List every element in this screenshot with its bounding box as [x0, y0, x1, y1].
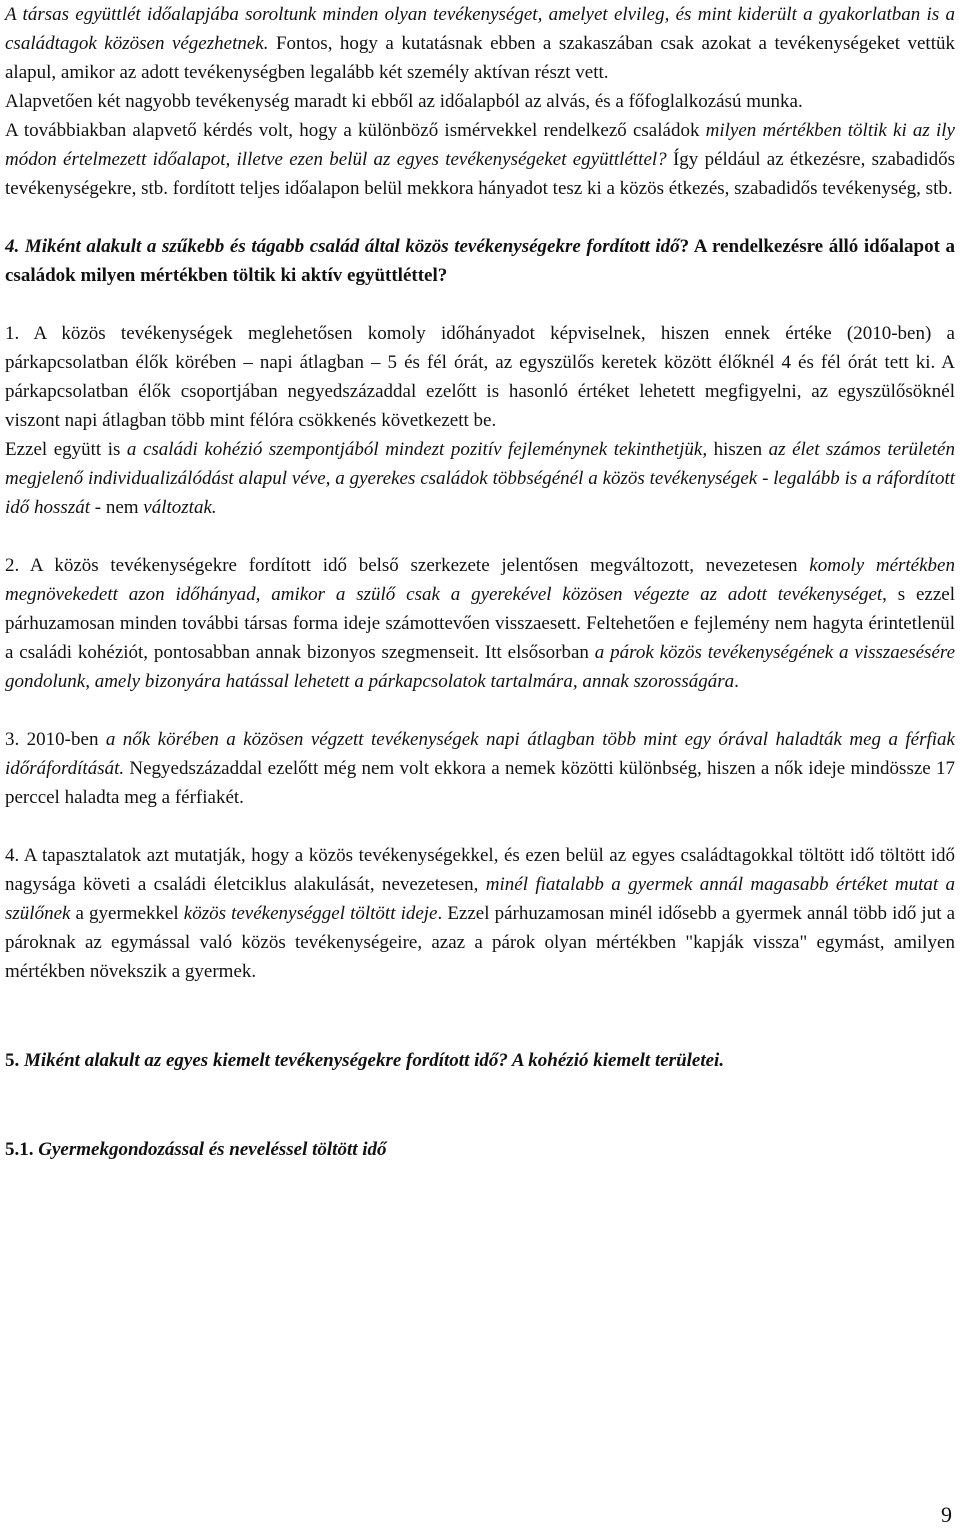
page-number: 9 — [941, 1502, 952, 1527]
heading-5-title: Miként alakult az egyes kiemelt tevékenységekre fordított idő? A kohézió kiemelt területei. — [24, 1050, 725, 1071]
question-text-a: A továbbiakban alapvető kérdés volt, hogy a különböző ismérvekkel rendelkező családok — [5, 120, 706, 141]
point-1b-b: a családi kohézió szempontjából mindezt pozitív fejleménynek tekinthetjük, — [126, 439, 708, 460]
heading-5-1-number: 5.1. — [5, 1139, 39, 1160]
point-4-a: 4. A tapasztalatok azt mutatják, hogy a közös tevékenységekkel, és ezen belül az egyes családtagokkal töltött idő töltött idő nagysága követi a családi életciklus alakulását, nevezetesen, — [5, 845, 955, 895]
point-1-text: 1. A közös tevékenységek meglehetősen komoly időhányadot képviselnek, hiszen ennek értéke (2010-ben) a párkapcsolatban élők körében – napi átlagban – 5 és fél órát, az egyszülős keretek között élőknél 4 és fél órát tett ki. A párkapcsolatban élők csoportjában negyedszázaddal ezelőtt is hasonló értéket lehetett megfigyelni, az egyszülősöknél viszont napi átlagban több mint félóra csökkenés következett be. — [5, 323, 955, 431]
point-4-e: . Ezzel párhuzamosan minél idősebb a gyermek annál több idő jut a pároknak az egymással való közös tevékenységeire, azaz a párok olyan mértékben "kapják vissza" egymást, amilyen mértékben növekszik a gyermek. — [5, 903, 955, 982]
heading-section-5-1 — [5, 1135, 955, 1164]
paragraph-intro — [5, 0, 955, 87]
point-2-d: a párok közös tevékenységének a visszaesésére gondolunk, amely bizonyára hatással lehetett a párkapcsolatok tartalmára, annak szorosságára — [5, 642, 956, 692]
heading-section-5 — [5, 1046, 955, 1075]
paragraph-point-1 — [5, 319, 955, 435]
question-italic: milyen mértékben töltik ki az ily módon értelmezett időalapot, illetve ezen belül az egyes tevékenységeket együttléttel? — [5, 120, 955, 170]
paragraph-question — [5, 116, 955, 203]
point-3-a: 3. 2010-ben — [5, 729, 106, 750]
intro-italic: A társas együttlét időalapjába soroltunk minden olyan tevékenységet, amelyet elvileg, és mint kiderült a gyakorlatban is a családtagok közösen végezhetnek. — [5, 4, 955, 54]
point-3-b: a nők körében a közösen végzett tevékenységek napi átlagban több mint egy órával haladták meg a férfiak időráfordítását. — [5, 729, 955, 779]
question-text-c: Így például az étkezésre, szabadidős tevékenységekre, stb. fordított teljes időalapon belül mekkora hányadot tesz ki a közös étkezés, szabadidős tevékenység, stb. — [5, 149, 955, 199]
point-2-b: komoly mértékben megnövekedett azon időhányad, amikor a szülő csak a gyerekével közösen végezte az adott tevékenységet — [5, 555, 955, 605]
point-2-e: . — [734, 671, 739, 692]
paragraph-exclusions — [5, 87, 955, 116]
paragraph-point-2 — [5, 551, 955, 696]
point-2-c: , s ezzel párhuzamosan minden további társas forma ideje számottevően visszaesett. Feltehetően e fejlemény nem hagyta érintetlenül a családi kohéziót, pontosabban annak bizonyos szegmenseit. Itt elsősorban — [5, 584, 955, 663]
point-2-a: 2. A közös tevékenységekre fordított idő belső szerkezete jelentősen megváltozott, nevezetesen — [5, 555, 810, 576]
point-1b-f: változtak. — [143, 497, 217, 518]
exclusions-text: Alapvetően két nagyobb tevékenység maradt ki ebből az időalapból az alvás, és a főfoglalkozású munka. — [5, 91, 803, 112]
point-4-c: a gyermekkel — [70, 903, 184, 924]
point-3-c: Negyedszázaddal ezelőtt még nem volt ekkora a nemek közötti különbség, hiszen a nők ideje mindössze 17 perccel haladta meg a férfiakét. — [5, 758, 955, 808]
heading-4-italic: 4. Miként alakult a szűkebb és tágabb család által közös tevékenységekre fordított idő — [5, 236, 680, 257]
heading-4-bold-b: l? — [432, 265, 448, 286]
heading-5-1-title: Gyermekgondozással és neveléssel töltött idő — [38, 1139, 387, 1160]
point-1b-e: - nem — [90, 497, 144, 518]
document-page — [5, 0, 955, 1164]
point-1b-c: hiszen — [707, 439, 769, 460]
point-4-b: minél fiatalabb a gyermek annál magasabb értéket mutat a szülőnek — [5, 874, 955, 924]
point-1b-a: Ezzel együtt is — [5, 439, 127, 460]
paragraph-point-3 — [5, 725, 955, 812]
heading-5-number: 5. — [5, 1050, 24, 1071]
heading-4-bold-a: ? A rendelkezésre álló időalapot a családok milyen mértékben töltik ki aktív együttlétte — [5, 236, 955, 286]
point-1b-d: az élet számos területén megjelenő individualizálódást alapul véve, a gyerekes családok többségénél a közös tevékenységek - legalább is a ráfordított idő hosszát — [5, 439, 955, 518]
point-4-d: közös tevékenységgel töltött ideje — [183, 903, 438, 924]
heading-section-4 — [5, 232, 955, 290]
paragraph-point-1b — [5, 435, 955, 522]
intro-text: Fontos, hogy a kutatásnak ebben a szakaszában csak azokat a tevékenységeket vettük alapul, amikor az adott tevékenységben legalább két személy aktívan részt vett. — [5, 33, 955, 83]
paragraph-point-4 — [5, 841, 955, 986]
